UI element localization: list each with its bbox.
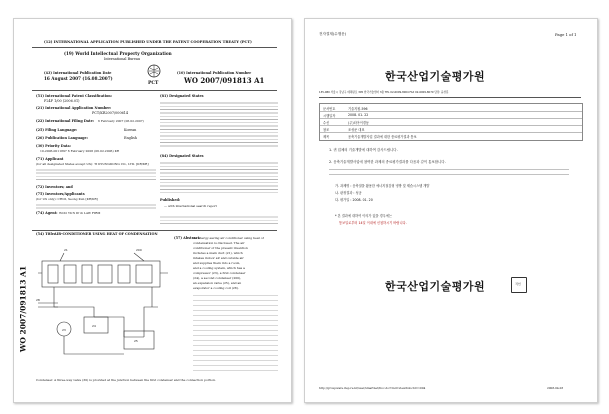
org-title: 한국산업기술평가원 [385, 70, 486, 83]
field-label: (26) Publication Language: [36, 136, 88, 140]
pub-date-label: (43) International Publication Date [44, 71, 112, 75]
header-table [319, 103, 583, 141]
abstract-line: evaporator a cooling coil (28). [193, 286, 239, 290]
footer-org: 한국산업기술평가원 [385, 280, 486, 293]
vertical-pub-number-text: WO 2007/091813 A1 [18, 265, 27, 353]
evaluation-notice-page [304, 18, 598, 403]
row-value: 조성준 대표 [348, 128, 365, 132]
svg-text:28: 28 [36, 298, 40, 302]
row-label: 제목 [323, 135, 330, 139]
row-label: 문서번호 [323, 107, 336, 111]
field-label: (72) Inventors; and [36, 185, 73, 189]
row-value: 기술지원-596 [348, 107, 368, 111]
url-line: http://groupware.itep.re.kr/user/smartnet/Doc.do?cmd=view&docId=1004 [319, 386, 426, 390]
doc-type: 전자결재(수행문) [319, 32, 347, 36]
vertical-pub-number [17, 234, 28, 384]
field-label: (75) Inventors/Applicants [36, 192, 85, 196]
header-rule [32, 47, 277, 48]
seal-text: 직인 [515, 282, 521, 286]
abstract-line: includes a main duct (21), which [193, 251, 243, 255]
pct-mark: PCT [148, 81, 159, 86]
table-row [320, 132, 582, 139]
svg-text:23: 23 [62, 328, 66, 332]
abstract-continued [193, 293, 278, 371]
pct-header: (12) INTERNATIONAL APPLICATION PUBLISHED UNDER THE PATENT COOPERATION TREATY (PCT) [44, 40, 252, 44]
abstract-line: conditioner of the present invention [193, 246, 248, 250]
row-label: 시행일자 [323, 114, 336, 118]
body-line: 1. 귀 업체의 기술개발에 대하여 감사드립니다. [329, 148, 398, 152]
row-label: 참조 [323, 128, 330, 132]
notice-line: * 본 결과에 대하여 이의가 있을 경우에는 [335, 214, 392, 218]
official-seal [511, 277, 527, 293]
field-value: PCT/KR2007/000614 [92, 111, 129, 115]
text-block [36, 203, 156, 209]
list-line: 다. 평가일 : 2008. 01. 20 [335, 198, 373, 202]
body-line: 2. 응축기술개발사업에 참여한 과제의 종료평가결과를 다음과 같이 통보합니다. [329, 160, 446, 164]
field-label: (51) International Patent Classification: [36, 94, 113, 98]
svg-text:25: 25 [134, 339, 138, 343]
abstract-line: compressor (23), a first condenser [193, 271, 246, 275]
designated-regional-text [160, 161, 278, 195]
abstract-label: (57) Abstract: [174, 236, 201, 240]
list-line: 나. 판정결과 : 성공 [335, 191, 362, 195]
field-value: Korean [124, 128, 137, 132]
field-label: (21) International Application Number: [36, 106, 112, 110]
field-label: (30) Priority Data: [36, 144, 71, 148]
published-item: — with international search report [164, 204, 217, 208]
field-label: (71) Applicant [36, 157, 64, 161]
figure-caption: Condenser. A three-way valve (30) is provided at the junction between the first condenser and the connection portion. [36, 378, 217, 382]
designated-states-label: (81) Designated States [160, 94, 204, 98]
field-label: (22) International Filing Date: [36, 119, 94, 123]
field-label: (25) Filing Language: [36, 128, 78, 132]
abstract-line: An energy-saving air conditioner using heat of [193, 236, 264, 240]
abstract-line: and supplies them into a room, [193, 261, 241, 265]
abstract-line: and a cooling system, which has a [193, 266, 245, 270]
svg-text:200: 200 [136, 248, 142, 252]
row-label: 수신 [323, 121, 330, 125]
field-value: English [124, 136, 137, 140]
pub-date: 16 August 2007 (16.08.2007) [44, 76, 113, 81]
field-value: (for all designated States except US): TI KYUNGDONG CO., LTD. [KR/KR] [36, 162, 149, 166]
field-value: WOO YUN IP & LAW FIRM [59, 211, 101, 215]
row-value: 응축기술개발사업 결과에 대한 종료평가결과 통보 [348, 135, 417, 139]
row-value: 2008. 01. 22 [348, 113, 369, 117]
field-label: (74) Agent: [36, 211, 58, 215]
guidance-note [160, 215, 278, 224]
designated-states-text [160, 101, 278, 149]
patent-figure [34, 243, 176, 371]
page-indicator: Page 1 of 1 [555, 32, 577, 37]
wipo-org: (19) World Intellectual Property Organization [64, 51, 172, 56]
abstract-line: intakes indoor air and outside air [193, 256, 244, 260]
pub-number: WO 2007/091813 A1 [184, 76, 265, 85]
designated-regional-label: (84) Designated States [160, 154, 204, 158]
patent-title: AIR-CONDITIONER USING HEAT OF CONDENSATION [54, 232, 158, 236]
field-value: (for US only): CHOI, Seong Kun [KR/KR] [36, 197, 98, 201]
body-continued [329, 167, 569, 175]
notice-line: 통보일로부터 14일 이내에 신청하시기 바랍니다. [339, 221, 407, 225]
bureau: International Bureau [104, 57, 141, 61]
text-block [36, 168, 156, 182]
row-value: (주)티아이경동 [348, 121, 369, 125]
wipo-logo-icon [147, 63, 161, 77]
svg-text:21: 21 [64, 248, 68, 252]
field-value: F24F 1/00 (2006.01) [44, 99, 80, 103]
rule [319, 97, 581, 98]
published-label: Published: [160, 198, 181, 202]
list-line: 가. 과제명 : 응축열을 활용한 에너지절감형 냉방 및 제습시스템 개발 [335, 184, 430, 188]
field-value: 6 February 2007 (06.02.2007) [98, 119, 144, 123]
patent-publication-page [13, 18, 292, 403]
address-line: 135-080 서울시 강남구 테헤란로 305 한국기술센터 3층 TEL 02-6009-8004 FAX 02-6009-8079 담당: 윤상훈 [319, 91, 449, 94]
abstract-line: an expansion valve (25), and an [193, 281, 242, 285]
print-date: 2008-04-03 [547, 386, 564, 390]
title-label: (54) Title: [36, 232, 56, 236]
abstract-line: (24), a second condenser (200), [193, 276, 242, 280]
field-value: 10-2006-0011897 6 February 2006 (06.02.2006) KR [40, 149, 120, 153]
abstract-line: condensation is disclosed. The air [193, 241, 245, 245]
pub-number-label: (10) International Publication Number [177, 71, 252, 75]
svg-text:24: 24 [92, 324, 96, 328]
